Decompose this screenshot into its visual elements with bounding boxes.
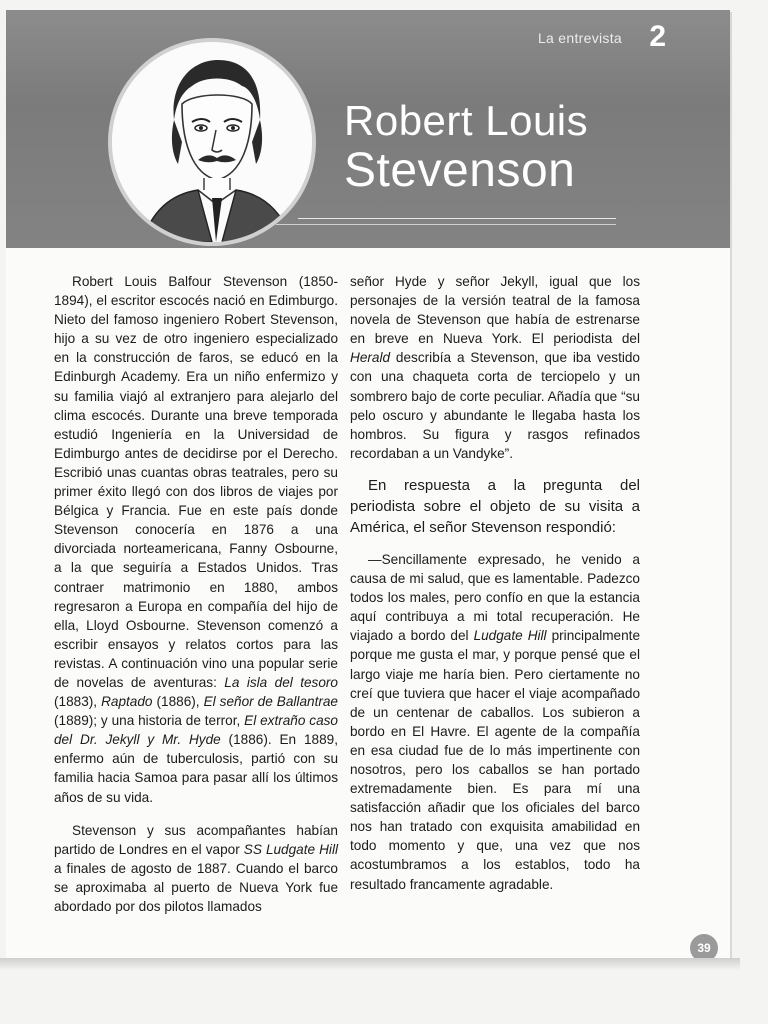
- section-number: 2: [649, 20, 666, 53]
- paragraph-text: —Sencillamente expresado, he venido a causa de mi salud, que es lamentable. Padezco todos los males, pero confío en que la estancia aquí contribuya a mi total recuperación. He viajado a bordo del: [350, 551, 640, 644]
- paragraph-answer: [350, 550, 640, 894]
- portrait-sketch-icon: [112, 42, 312, 242]
- paragraph-text: principalmente porque me gusta el mar, y porque pensé que el largo viaje me haría bien. Pero ciertamente no creí que tuviera que hacer el viaje acompañado de un centenar de caballos. Los subieron a bordo en El Havre. El agente de la compañía en esa ciudad fue de lo más impertinente con nosotros, pero los caballos se han portado extremadamente bien. Es para mí una satisfacción añadir que los oficiales del barco nos han tratado con exquisita amabilidad en todo momento y que, una vez que nos acostumbramos a los establos, todo ha resultado francamente agradable.: [350, 628, 641, 892]
- paragraph-text: Stevenson y sus acompañantes habían partido de Londres en el vapor: [54, 822, 338, 857]
- book-title: El extraño caso del Dr. Jekyll y Mr. Hyde: [54, 713, 338, 748]
- page-edge-shadow: [0, 958, 740, 970]
- paragraph-biography: [54, 272, 338, 807]
- title-line-2: Stevenson: [344, 144, 576, 197]
- ship-name: SS Ludgate Hill: [243, 841, 338, 857]
- newspaper-name: Herald: [350, 350, 391, 366]
- title-line-1: Robert Louis: [344, 97, 589, 144]
- page-number-badge: 39: [690, 934, 718, 962]
- paragraph-voyage: [54, 821, 338, 916]
- paragraph-text: (1889); y una historia de terror,: [54, 713, 245, 729]
- book-title: Raptado: [101, 694, 153, 710]
- paragraph-herald: [350, 272, 640, 463]
- paragraph-text: (1883),: [54, 694, 102, 710]
- text-column-left: [54, 272, 338, 916]
- paragraph-gap: [350, 538, 640, 550]
- book-title: El señor de Ballantrae: [203, 694, 338, 710]
- book-page: [6, 10, 730, 962]
- chapter-header: [6, 10, 730, 248]
- title-divider: [298, 218, 616, 219]
- title-divider-secondary: [276, 224, 616, 225]
- paragraph-text: (1886),: [152, 694, 204, 710]
- paragraph-text: Robert Louis Balfour Stevenson (1850-1894), el escritor escocés nació en Edimburgo. Nieto del famoso ingeniero Robert Stevenson, hijo a su vez de otro ingeniero especializado en la construcción de faros, se educó en la Edinburgh Academy. Era un niño enfermizo y su familia viajó al extranjero para alejarlo del clima escocés. Durante una breve temporada estudió Ingeniería en la Universidad de Edimburgo antes de decidirse por el Derecho. Escribió unas cuantas obras teatrales, pero su primer éxito llegó con dos libros de viajes por Bélgica y Francia. Fue en este país donde Stevenson conocería en 1876 a una divorciada norteamericana, Fanny Osbourne, a la que seguiría a Estados Unidos. Tras contraer matrimonio en 1880, ambos regresaron a Europa en compañía del hijo de ella, Lloyd Osbourne. Stevenson comenzó a escribir ensayos y relatos cortos para las revistas. A continuación vino una popular serie de novelas de aventuras:: [54, 274, 338, 690]
- text-column-right: [350, 272, 640, 894]
- paragraph-text: señor Hyde y señor Jekyll, igual que los personajes de la versión teatral de la famosa novela de Stevenson que había de estrenarse en breve en Nueva York. El periodista del: [350, 274, 640, 347]
- section-label: La entrevista: [537, 30, 622, 46]
- paragraph-text: a finales de agosto de 1887. Cuando el barco se aproximaba al puerto de Nueva York fue abordado por dos pilotos llamados: [54, 860, 338, 914]
- paragraph-text: (1886). En 1889, enfermo aún de tuberculosis, partió con su familia hacia Samoa para pasar allí los últimos años de su vida.: [54, 732, 338, 805]
- paragraph-gap: [54, 807, 338, 821]
- author-portrait: [108, 38, 316, 246]
- paragraph-gap: [350, 463, 640, 475]
- ship-name: Ludgate Hill: [473, 628, 547, 644]
- book-title: La isla del tesoro: [224, 674, 338, 690]
- page-title: [344, 96, 588, 196]
- paragraph-text: describía a Stevenson, que iba vestido con una chaqueta corta de terciopelo y un sombrero bajo de corte peculiar. Añadía que “su pelo oscuro y abundante le llegaba hasta los hombros. Su figura y rasgos refinados recordaban a un Vandyke”.: [350, 350, 640, 461]
- paragraph-question: En respuesta a la pregunta del periodista sobre el objeto de su visita a América, el señor Stevenson respondió:: [350, 476, 640, 536]
